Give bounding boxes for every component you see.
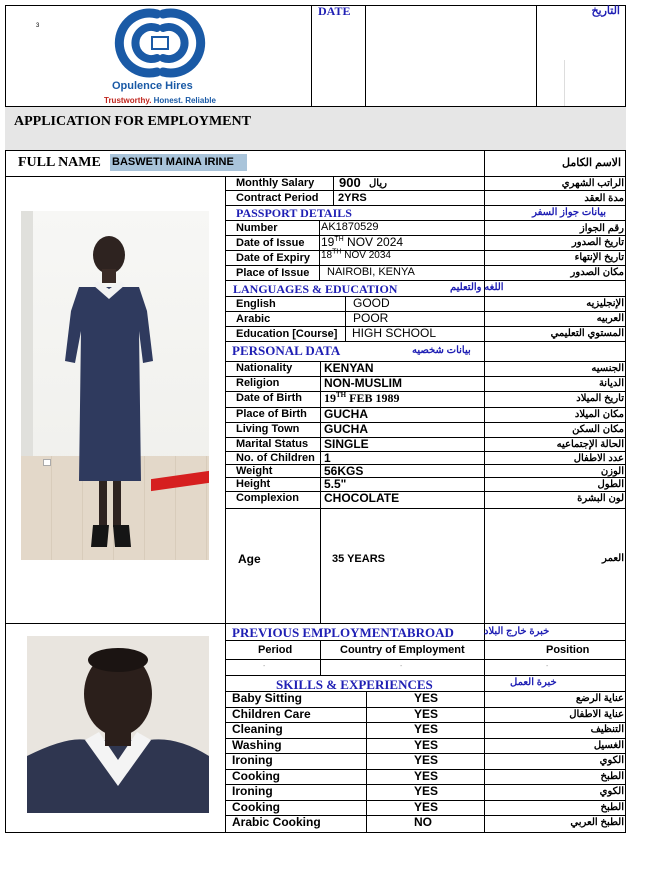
education-ar: المستوي التعليمي <box>550 328 624 339</box>
company-name: Opulence Hires <box>112 80 193 92</box>
personal-field-label: Complexion <box>236 492 299 504</box>
personal-field-label: Date of Birth <box>236 392 302 404</box>
education-label: Education [Course] <box>236 328 338 340</box>
employment-heading: PREVIOUS EMPLOYMENTABROAD <box>232 625 454 640</box>
skill-label: Arabic Cooking <box>232 815 321 829</box>
monthly-salary-ar: الراتب الشهري <box>561 178 624 189</box>
personal-field-value: SINGLE <box>324 437 369 451</box>
personal-field-label: Nationality <box>236 362 293 374</box>
skill-label-ar: عناية الرضع <box>575 693 624 704</box>
education-value: HIGH SCHOOL <box>352 326 437 340</box>
personal-heading-ar: بيانات شخصيه <box>412 345 471 356</box>
skill-value: YES <box>414 784 439 798</box>
personal-field-label-ar: عدد الاطفال <box>573 453 624 464</box>
english-label: English <box>236 298 276 310</box>
personal-field-label: Living Town <box>236 423 300 435</box>
full-name-label: FULL NAME <box>18 155 101 170</box>
personal-field-label-ar: الوزن <box>600 466 624 477</box>
company-logo <box>95 8 225 108</box>
personal-field-value: 1 <box>324 451 331 465</box>
skill-label-ar: الكوي <box>599 755 624 766</box>
date-label: DATE <box>318 4 351 18</box>
personal-field-value: NON-MUSLIM <box>324 376 402 390</box>
skill-label-ar: الطبخ <box>600 802 624 813</box>
skills-heading: SKILLS & EXPERIENCES <box>276 677 433 692</box>
monthly-salary-value: 900 <box>339 175 361 190</box>
contract-period-value: 2YRS <box>338 192 367 204</box>
issue-date-ar: تاريخ الصدور <box>571 237 624 248</box>
skill-value: YES <box>414 738 439 752</box>
employment-position-value: - <box>546 663 549 670</box>
skill-value: YES <box>414 722 439 736</box>
contract-period-ar: مدة العقد <box>584 193 624 204</box>
full-body-photo <box>21 211 209 560</box>
personal-field-label-ar: الديانة <box>598 378 624 389</box>
issue-date-label: Date of Issue <box>236 237 305 249</box>
monthly-salary-label: Monthly Salary <box>236 177 315 189</box>
skills-heading-ar: خبرة العمل <box>510 677 557 688</box>
place-of-issue-value: NAIROBI, KENYA <box>327 266 415 278</box>
personal-field-value: GUCHA <box>324 407 368 421</box>
expiry-date-label: Date of Expiry <box>236 252 310 264</box>
english-value: GOOD <box>353 296 390 310</box>
languages-heading: LANGUAGES & EDUCATION <box>233 282 398 296</box>
personal-heading: PERSONAL DATA <box>232 343 341 358</box>
skill-label: Cleaning <box>232 722 283 736</box>
date-label-ar: التاريخ <box>591 5 620 17</box>
contract-period-label: Contract Period <box>236 192 319 204</box>
place-of-issue-ar: مكان الصدور <box>570 267 624 278</box>
personal-field-label-ar: الحالة الإجتماعيه <box>556 439 624 450</box>
personal-field-label: Place of Birth <box>236 408 307 420</box>
skill-label: Washing <box>232 738 282 752</box>
arabic-value: POOR <box>353 311 389 325</box>
employment-col-position: Position <box>546 644 590 656</box>
logo-mark-icon <box>95 8 225 78</box>
arabic-label: Arabic <box>236 313 271 325</box>
skill-value: YES <box>414 800 439 814</box>
personal-field-value: KENYAN <box>324 361 374 375</box>
skill-label: Cooking <box>232 769 280 783</box>
skill-label-ar: الكوي <box>599 786 624 797</box>
passport-number-ar: رقم الجواز <box>579 223 624 234</box>
personal-field-label-ar: الجنسيه <box>591 363 624 374</box>
employment-country-value: - <box>400 663 403 670</box>
skill-label-ar: الطبخ العربي <box>570 817 624 828</box>
personal-field-label-ar: مكان السكن <box>572 424 624 435</box>
skill-label-ar: الطبخ <box>600 771 624 782</box>
employment-period-value: - <box>263 663 266 670</box>
personal-field-label: Weight <box>236 465 273 477</box>
personal-field-value: CHOCOLATE <box>324 491 400 505</box>
skill-label: Children Care <box>232 707 311 721</box>
page-title: APPLICATION FOR EMPLOYMENT <box>14 114 251 129</box>
arabic-ar: العربيه <box>596 313 624 324</box>
personal-field-value: 56KGS <box>324 464 364 478</box>
issue-date-value: 19TH NOV 2024 <box>321 235 404 249</box>
passport-heading: PASSPORT DETAILS <box>236 206 352 220</box>
personal-field-label-ar: لون البشرة <box>577 493 624 504</box>
skill-value: YES <box>414 691 439 705</box>
portrait-photo <box>27 636 209 813</box>
full-name-value: BASWETI MAINA IRINE <box>112 156 234 168</box>
employment-col-country: Country of Employment <box>340 644 465 656</box>
expiry-date-value: 18TH NOV 2034 <box>321 248 391 261</box>
personal-field-value: GUCHA <box>324 422 368 436</box>
personal-field-label: Height <box>236 478 271 490</box>
age-ar: العمر <box>602 553 624 564</box>
skill-label: Baby Sitting <box>232 691 303 705</box>
skill-value: NO <box>414 815 432 829</box>
skill-label: Ironing <box>232 753 273 767</box>
skill-value: YES <box>414 769 439 783</box>
skill-label: Ironing <box>232 784 273 798</box>
personal-field-value: 19TH FEB 1989 <box>324 391 400 405</box>
passport-heading-ar: بيانات جواز السفر <box>532 207 606 218</box>
personal-field-value: 5.5" <box>324 477 347 491</box>
skill-label: Cooking <box>232 800 280 814</box>
passport-number-value: AK1870529 <box>321 221 379 233</box>
passport-number-label: Number <box>236 222 278 234</box>
languages-heading-ar: اللغه والتعليم <box>450 282 504 293</box>
personal-field-label: No. of Children <box>236 452 315 464</box>
personal-field-label-ar: مكان الميلاد <box>574 409 624 420</box>
skill-label-ar: الغسيل <box>593 740 624 751</box>
skill-label-ar: عناية الاطفال <box>569 709 624 720</box>
monthly-salary-currency: ريال <box>369 178 387 189</box>
small-mark: 3 <box>36 23 40 29</box>
skill-value: YES <box>414 707 439 721</box>
skill-label-ar: التنظيف <box>590 724 624 735</box>
skill-value: YES <box>414 753 439 767</box>
expiry-date-ar: تاريخ الإنتهاء <box>574 252 624 263</box>
personal-field-label: Religion <box>236 377 280 389</box>
english-ar: الإنجليزيه <box>586 298 624 309</box>
employment-col-period: Period <box>258 644 293 656</box>
full-name-label-ar: الاسم الكامل <box>562 157 621 169</box>
place-of-issue-label: Place of Issue <box>236 267 310 279</box>
company-tagline: Trustworthy. Honest. Reliable <box>104 96 216 105</box>
age-label: Age <box>238 552 261 566</box>
personal-field-label: Marital Status <box>236 438 309 450</box>
employment-heading-ar: خبرة خارج البلاد <box>484 626 550 637</box>
age-value: 35 YEARS <box>332 553 385 565</box>
personal-field-label-ar: تاريخ الميلاد <box>576 393 624 404</box>
personal-field-label-ar: الطول <box>597 479 624 490</box>
